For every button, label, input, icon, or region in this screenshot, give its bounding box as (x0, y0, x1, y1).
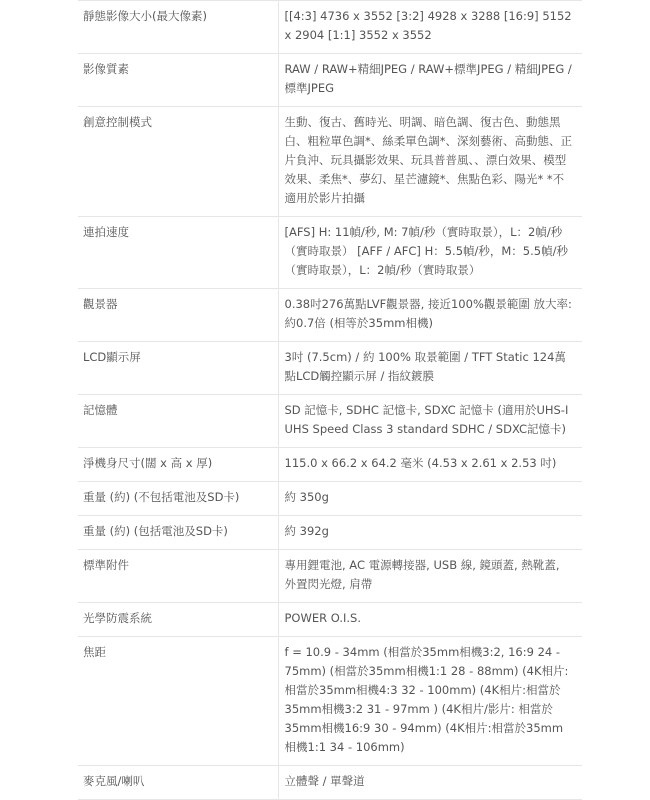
spec-label: 重量 (約) (不包括電池及SD卡) (78, 482, 278, 516)
spec-value: RAW / RAW+精細JPEG / RAW+標準JPEG / 精細JPEG / 標準JPEG (278, 54, 582, 107)
table-row (78, 217, 582, 289)
spec-label: 光學防震系統 (78, 603, 278, 637)
spec-value: 約 350g (278, 482, 582, 516)
table-row (78, 516, 582, 550)
spec-value: POWER O.I.S. (278, 603, 582, 637)
table-row (78, 107, 582, 217)
spec-label: 麥克風/喇叭 (78, 766, 278, 800)
table-row (78, 395, 582, 448)
spec-label: 觀景器 (78, 289, 278, 342)
spec-label: 連拍速度 (78, 217, 278, 289)
table-row (78, 550, 582, 603)
table-row (78, 482, 582, 516)
spec-table (78, 0, 582, 800)
spec-value: 專用鋰電池, AC 電源轉接器, USB 線, 鏡頭蓋, 熱靴蓋, 外置閃光燈, 肩帶 (278, 550, 582, 603)
spec-label: 焦距 (78, 637, 278, 766)
spec-value: 0.38吋276萬點LVF觀景器, 接近100%觀景範圍 放大率:約0.7倍 (相等於35mm相機) (278, 289, 582, 342)
spec-label: 記憶體 (78, 395, 278, 448)
spec-label: 創意控制模式 (78, 107, 278, 217)
table-row (78, 54, 582, 107)
table-row (78, 1, 582, 54)
spec-value: [AFS] H: 11幀/秒, M: 7幀/秒（實時取景），L：2幀/秒（實時取景） [AFF / AFC] H：5.5幀/秒，M：5.5幀/秒（實時取景），L：2幀/秒（實時取景） (278, 217, 582, 289)
table-row (78, 289, 582, 342)
table-row (78, 603, 582, 637)
spec-value: 115.0 x 66.2 x 64.2 毫米 (4.53 x 2.61 x 2.53 吋) (278, 448, 582, 482)
spec-label: 重量 (約) (包括電池及SD卡) (78, 516, 278, 550)
spec-value: SD 記憶卡, SDHC 記憶卡, SDXC 記憶卡 (適用於UHS-I UHS Speed Class 3 standard SDHC / SDXC記憶卡) (278, 395, 582, 448)
spec-label: 靜態影像大小(最大像素) (78, 1, 278, 54)
spec-value: 約 392g (278, 516, 582, 550)
spec-label: 標準附件 (78, 550, 278, 603)
table-row (78, 448, 582, 482)
spec-value: 立體聲 / 單聲道 (278, 766, 582, 800)
spec-label: LCD顯示屏 (78, 342, 278, 395)
table-row (78, 766, 582, 800)
spec-value: 3吋 (7.5cm) / 約 100% 取景範圍 / TFT Static 124萬點LCD觸控顯示屏 / 指紋鍍膜 (278, 342, 582, 395)
spec-value: 生動、復古、舊時光、明調、暗色調、復古色、動態黑白、粗粒單色調*、絲柔單色調*、深刻藝術、高動態、正片負沖、玩具攝影效果、玩具普普風、、漂白效果、模型效果、柔焦*、夢幻、星芒濾鏡*、焦點色彩、陽光* *不適用於影片拍攝 (278, 107, 582, 217)
spec-value: [[4:3] 4736 x 3552 [3:2] 4928 x 3288 [16:9] 5152 x 2904 [1:1] 3552 x 3552 (278, 1, 582, 54)
table-row (78, 637, 582, 766)
spec-label: 淨機身尺寸(闊 x 高 x 厚) (78, 448, 278, 482)
spec-value: f = 10.9 - 34mm (相當於35mm相機3:2, 16:9 24 - 75mm) (相當於35mm相機1:1 28 - 88mm) (4K相片:相當於35mm相機4:3 32 - 100mm) (4K相片:相當於35mm相機3:2 31 - 97mm ) (4K相片/影片: 相當於35mm相機16:9 30 - 94mm) (4K相片:相當於35mm相機1:1 34 - 106mm) (278, 637, 582, 766)
spec-label: 影像質素 (78, 54, 278, 107)
table-row (78, 342, 582, 395)
